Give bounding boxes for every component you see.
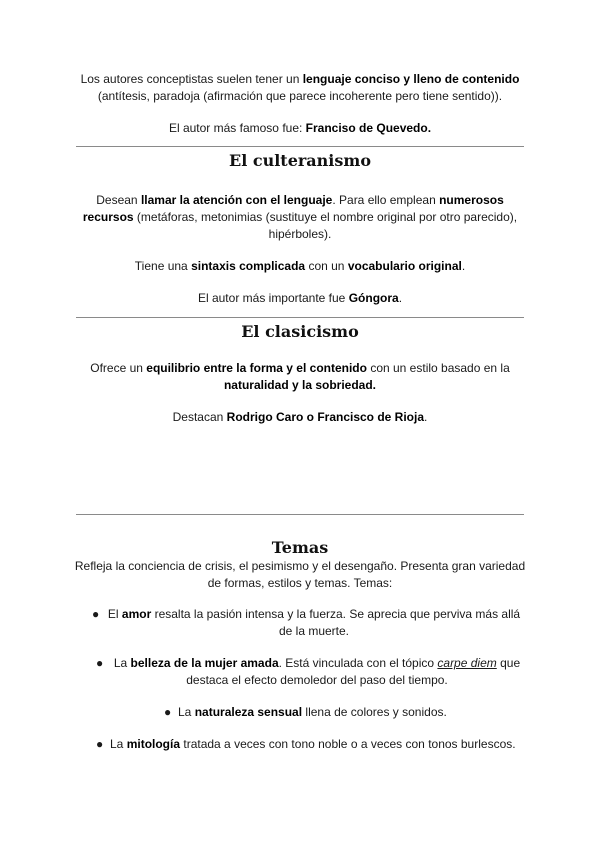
text: Los autores conceptistas suelen tener un	[80, 72, 303, 86]
text: Destacan	[172, 410, 227, 424]
culteranismo-paragraph-1	[70, 192, 530, 243]
text: con un estilo basado en la	[366, 361, 510, 375]
clasicismo-paragraph-2	[70, 409, 530, 426]
bold-text: Franciso de Quevedo.	[305, 121, 432, 135]
bold-text: lenguaje conciso y lleno de contenido	[302, 72, 520, 86]
bold-text: vocabulario original	[347, 259, 462, 273]
bold-text: Rodrigo Caro o Francisco de Rioja	[226, 410, 425, 424]
conceptismo-paragraph-1	[70, 71, 530, 105]
emphasis-text: carpe diem	[437, 656, 497, 670]
text: La	[178, 705, 195, 719]
clasicismo-paragraph-1	[70, 360, 530, 394]
text: El autor más famoso fue:	[168, 121, 306, 135]
bullet-dot: ●	[96, 656, 104, 670]
bold-text: belleza de la mujer amada	[130, 656, 279, 670]
text: El	[107, 607, 122, 621]
text: La	[113, 656, 131, 670]
culteranismo-paragraph-3	[70, 290, 530, 307]
text: (metáforas, metonimias (sustituye el nombre original por otro parecido), hipérboles).	[133, 210, 518, 241]
section-title-temas: Temas	[271, 538, 329, 557]
bold-text: Góngora	[348, 291, 399, 305]
text: (antítesis, paradoja (afirmación que parece incoherente pero tiene sentido)).	[97, 89, 503, 103]
text: El autor más importante fue	[197, 291, 349, 305]
text: .	[461, 259, 466, 273]
conceptismo-paragraph-2	[70, 120, 530, 137]
list-item	[110, 736, 530, 753]
text: llena de colores y sonidos.	[302, 705, 447, 719]
text: resalta la pasión intensa y la fuerza. Se aprecia que perviva más allá de la muerte.	[151, 607, 521, 638]
section-divider	[76, 514, 524, 515]
bold-text: naturaleza sensual	[194, 705, 303, 719]
text: con un	[305, 259, 348, 273]
bullet-dot: ●	[96, 737, 104, 751]
list-item	[108, 655, 526, 689]
text: .	[398, 291, 403, 305]
bold-text: naturalidad y la sobriedad.	[223, 378, 377, 392]
list-item	[178, 704, 478, 721]
section-divider	[76, 146, 524, 147]
text: Ofrece un	[90, 361, 147, 375]
bold-text: amor	[121, 607, 152, 621]
text: . Para ello emplean	[332, 193, 440, 207]
bold-text: equilibrio entre la forma y el contenido	[146, 361, 367, 375]
bullet-dot: ●	[164, 705, 172, 719]
bold-text: mitología	[126, 737, 181, 751]
culteranismo-paragraph-2	[70, 258, 530, 275]
list-item	[104, 606, 524, 640]
section-title-culteranismo: El culteranismo	[229, 151, 371, 170]
text: Tiene una	[134, 259, 192, 273]
bullet-dot: ●	[92, 607, 100, 621]
bold-text: llamar la atención con el lenguaje	[140, 193, 333, 207]
text: La	[110, 737, 127, 751]
text: tratada a veces con tono noble o a veces con tonos burlescos.	[180, 737, 516, 751]
text: .	[424, 410, 428, 424]
section-divider	[76, 317, 524, 318]
text: Desean	[96, 193, 141, 207]
bold-text: numerosos recursos	[82, 193, 504, 224]
temas-intro: Refleja la conciencia de crisis, el pesimismo y el desengaño. Presenta gran variedad de formas, estilos y temas. Temas:	[74, 559, 526, 590]
section-title-clasicismo: El clasicismo	[241, 322, 359, 341]
text: . Está vinculada con el tópico	[278, 656, 438, 670]
bold-text: sintaxis complicada	[191, 259, 306, 273]
text: que destaca el efecto demoledor del paso del tiempo.	[186, 656, 521, 687]
